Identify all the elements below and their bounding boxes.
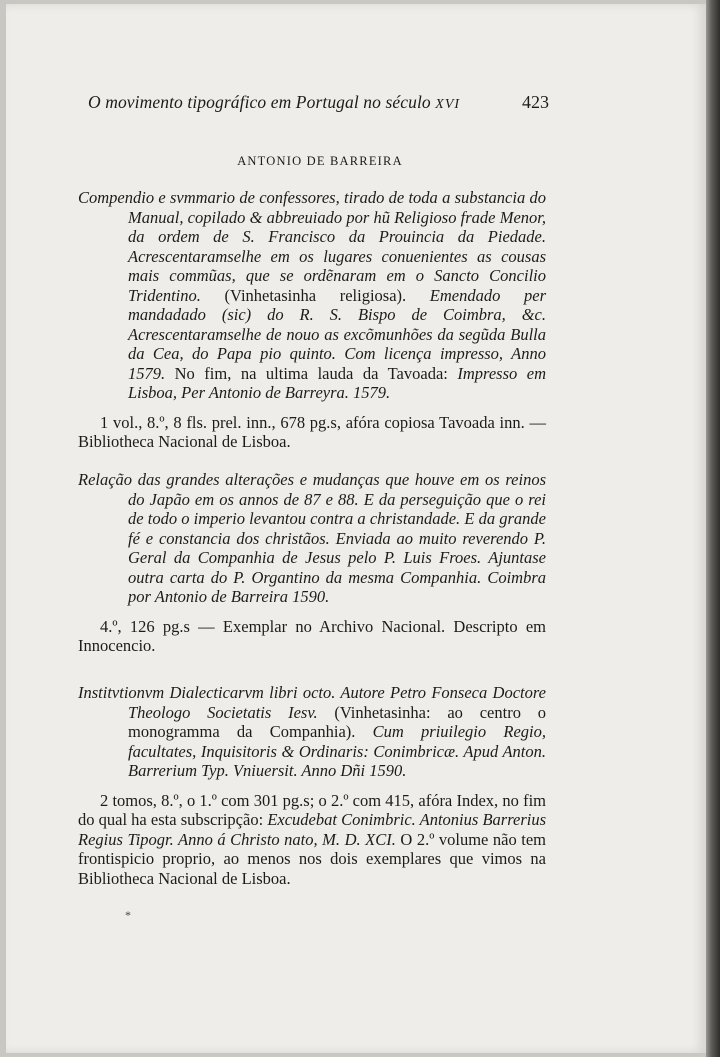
- bibliographic-entry: [78, 470, 546, 656]
- entry-description: [78, 791, 546, 889]
- title-text: Compendio e svmmario de confessores, tirado de toda a substancia do Manual, copilado & abbreuiado por hũ Religioso frade Menor, da ordem de S. Francisco da Prouincia da Piedade. Acrescentaramselhe em os lugares conuenientes as cousas mais commũas, que se ordẽnaram em o Sancto Concilio Tridentino.: [78, 188, 546, 305]
- title-note: No fim, na ultima lauda da Tavoada:: [165, 363, 458, 383]
- section-title: ANTONIO DE BARREIRA: [237, 154, 403, 168]
- description-text: O 2.º volume não tem frontispicio proprio, ao menos nos dois exemplares que vimos na Bibliotheca Nacional de Lisboa.: [78, 829, 546, 888]
- running-header: [88, 92, 548, 113]
- century-label: XVI: [435, 97, 461, 112]
- title-text: Institvtionvm Dialecticarvm libri octo. Autore Petro Fonseca Doctore Theologo Societatis Iesv.: [78, 683, 546, 722]
- entry-description: 1 vol., 8.º, 8 fls. prel. inn., 678 pg.s, afóra copiosa Tavoada inn. — Bibliotheca Nacional de Lisboa.: [78, 412, 546, 451]
- running-title: O movimento tipográfico em Portugal no século: [88, 92, 431, 112]
- title-text: Emendado per mandadado (sic) do R. S. Bispo de Coimbra, &c. Acrescentaramselhe de nouo as excõmunhões da segũda Bulla da Cea, do Papa pio quinto. Com licença impresso, Anno 1579.: [128, 285, 546, 383]
- entry-title: [78, 470, 546, 607]
- title-text: Cum priuilegio Regio, facultates, Inquisitoris & Ordinaris: Conimbricæ. Apud Anton. Barrerium Typ. Vniuersit. Anno Dñi 1590.: [128, 722, 546, 780]
- page-number: 423: [522, 92, 549, 112]
- ink-speck: *: [125, 908, 131, 922]
- entry-title: [78, 188, 546, 403]
- bibliographic-entry: [78, 683, 546, 888]
- title-note: (Vinhetasinha: ao centro o monogramma da Companhia).: [128, 702, 547, 741]
- title-text: Relação das grandes alterações e mudanças que houve em os reinos do Japão em os annos de 87 e 88. E da perseguição que o rei de todo o imperio levantou contra a christandade. E da grande fé e constancia dos christãos. Enviada ao muito reverendo P. Geral da Companhia de Jesus pelo P. Luis Froes. Ajuntase outra carta do P. Organtino da mesma Companhia. Coimbra por Antonio de Barreira 1590.: [78, 470, 546, 606]
- page-edge: [706, 0, 720, 1057]
- description-quote: Excudebat Conimbric. Antonius Barrerius Regius Tipogr. Anno á Christo nato, M. D. XCI.: [78, 810, 547, 849]
- bibliographic-entry: [78, 188, 546, 452]
- entry-title: [78, 683, 546, 781]
- title-text: Impresso em Lisboa, Per Antonio de Barreyra. 1579.: [128, 363, 546, 402]
- title-note: (Vinhetasinha religiosa).: [200, 285, 430, 305]
- description-text: 2 tomos, 8.º, o 1.º com 301 pg.s; o 2.º com 415, afóra Index, no fim do qual ha esta subscripção:: [78, 790, 546, 829]
- entry-description: 4.º, 126 pg.s — Exemplar no Archivo Nacional. Descripto em Innocencio.: [78, 616, 546, 655]
